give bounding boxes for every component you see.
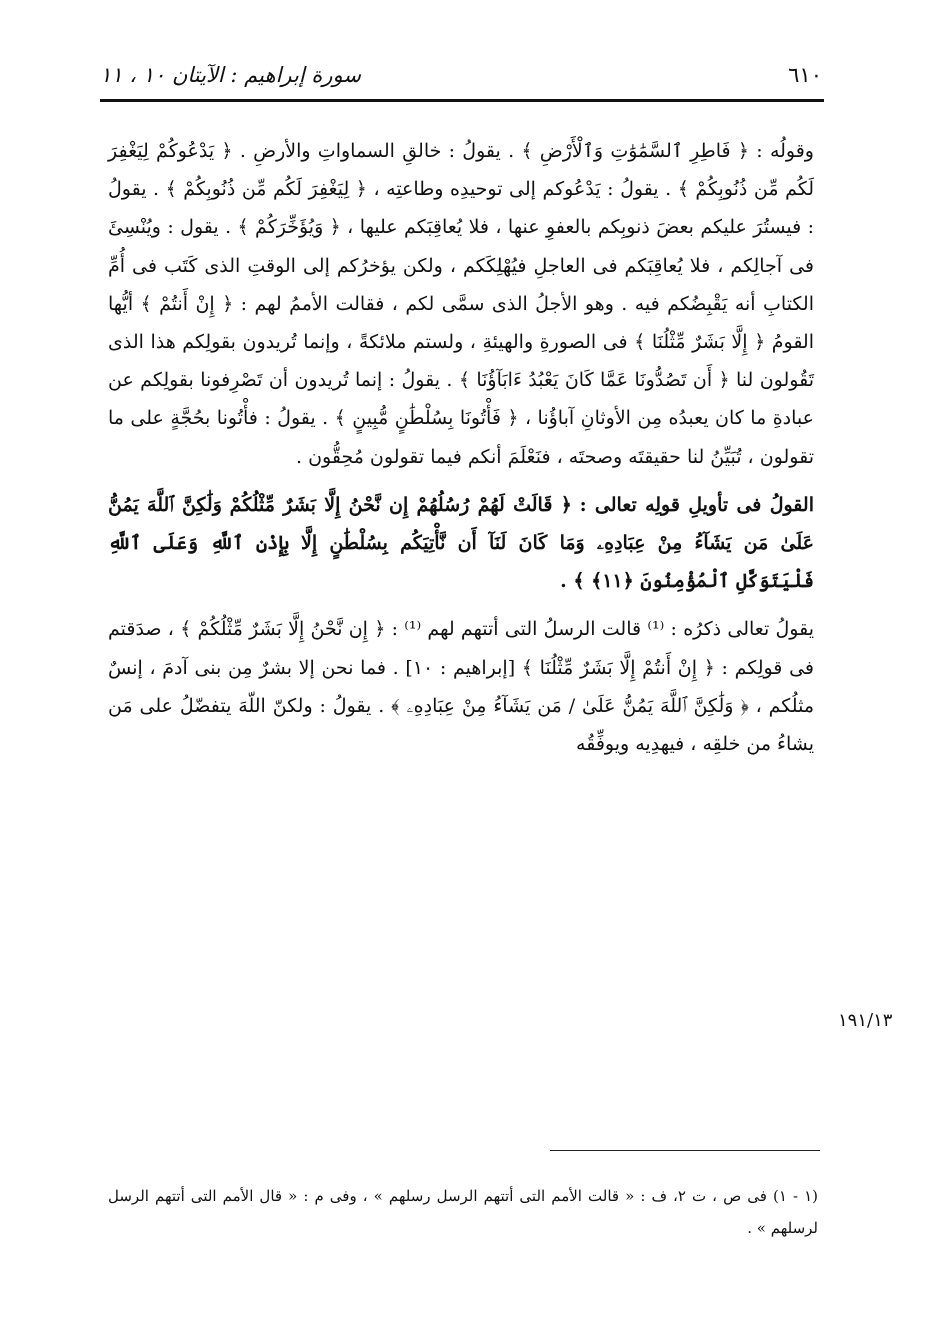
text-line: وصحتَه ، فنَعْلَمَ أنكم فيما تقولون مُحِقُّون . — [295, 445, 623, 468]
text-line: مِّثْلُكُمْ ﴾ ، صدَقتم فى قولِكم : ﴿ إِنْ أَنتُمْ إِلَّا بَشَرٌ مِّثْلُنَا ﴾ [إبراهيم : ١٠] . فما — [108, 618, 814, 679]
text-line: عنها ، فلا يُعاقِبَكم عليها ، ﴿ وَيُؤَخِّرَكُمْ ﴾ . يقول : ويُنْسِئَ فى آجالِكم ، فلا — [108, 216, 814, 277]
text-line: عِبَادِهِۦ ﴾ . يقولُ : ولكنّ اللّهَ يتفضّلُ على مَن يشاءُ من خلقِه ، فيهدِيه ويوفِّقُه — [108, 694, 814, 756]
text-line: ﴿ لِيَغْفِرَ لَكُم مِّن ذُنُوبِكُمْ ﴾ . يقولُ : فيستُرَ عليكم بعضَ ذنوبِكم بالعفوِ — [108, 178, 815, 239]
text-line: يُعاقِبَكم فى العاجلِ فيُهْلِكَكم ، ولكن يؤخرُكم إلى الوقتِ الذى كَتَب فى أُمِّ الكتابِ — [108, 254, 814, 315]
footnote-rule — [550, 1150, 820, 1151]
page-number: ٦١٠ — [788, 63, 822, 87]
text-line: أيُّها القومُ ﴿ إِلَّا بَشَرٌ مِّثْلُنَا ﴾ فى الصورةِ والهيئةِ ، ولستم ملائكةً ، وإنما تُريدون — [108, 292, 815, 354]
header-rule — [100, 99, 824, 102]
text-line: يقولُ تعالى ذكرُه : ⁽¹⁾ قالت الرسلُ التى أتتهم لهم ⁽¹⁾ : ﴿ إِن نَّحْنُ إِلَّا بَشَرٌ — [249, 618, 815, 641]
section-heading-paragraph — [108, 486, 814, 601]
page-header — [100, 58, 822, 92]
footnote: (١ - ١) فى ص ، ت ٢، ف : « قالت الأمم التى أتتهم الرسل رسلهم » ، وفى م : « قال الأمم التى أتتهم الرسل لرسلهم » . — [108, 1187, 818, 1237]
quran-verse-line: ﴿ قَالَتْ لَهُمْ رُسُلُهُمْ إِن نَّحْنُ إِلَّا بَشَرٌ مِّثْلُكُمْ — [229, 493, 572, 516]
section-heading: القولُ فى تأويلِ قولِه تعالى : — [579, 493, 814, 516]
text-line: نحن إلا بشرٌ مِن بنى آدمَ ، إنسٌ مثلُكم ، ﴿ وَلَٰكِنَّ ٱللَّهَ يَمُنُّ عَلَىٰ / مَن يَشَآءُ مِنْ — [108, 656, 814, 717]
running-title: سورة إبراهيم : الآيتان ١٠ ، ١١ — [100, 63, 361, 87]
text-line: بقولِكم هذا الذى تَقُولون لنا ﴿ أَن تَصُدُّونَا عَمَّا كَانَ يَعْبُدُ ءَابَآؤُنَا ﴾ . يقولُ : — [108, 331, 814, 392]
text-line: إنما تُريدون أن تَصْرِفونا بقولِكم عن عبادةِ ما كان يعبدُه مِن الأوثانِ آباؤُنا ، ﴿ فَأْتُونَا — [108, 369, 815, 430]
text-line: ﴿ يَدْعُوكُمْ لِيَغْفِرَ لَكُم مِّن ذُنُوبِكُمْ ﴾ . يقولُ : يَدْعُوكم إلى توحيدِه وطاعتِه ، — [108, 140, 814, 201]
paragraph-3 — [108, 610, 814, 763]
margin-reference: ١٩١/١٣ — [838, 1010, 893, 1031]
main-text — [108, 132, 814, 763]
quran-verse-line: وَلَٰكِنَّ ٱللَّهَ يَمُنُّ عَلَىٰ مَن يَشَآءُ مِنْ عِبَادِهِۦ وَمَا كَانَ لَنَآ أَن نَّأْتِيَكُم بِسُلْطَٰنٍ إِلَّا — [108, 493, 814, 555]
quran-verse-line: بِإِذْنِ ٱللَّهِ وَعَلَى ٱللَّهِ فَلْيَتَوَكَّلِ ٱلْمُؤْمِنُونَ ﴿١١﴾ ﴾ . — [108, 532, 814, 593]
paragraph-1 — [108, 132, 814, 476]
text-line: بِسُلْطَٰنٍ مُّبِينٍ ﴾ . يقولُ : فأْتُونا بحُجَّةٍ على ما تقولون ، تُبَيِّنُ لنا حقيقتَه — [108, 407, 814, 468]
text-line: أنه يَقْبِضُكم فيه . وهو الأجلُ الذى سمَّى لكم ، فقالت الأممُ لهم : ﴿ إِنْ أَنتُمْ ﴾ — [140, 292, 756, 315]
text-line: وقولُه : ﴿ فَاطِرِ ٱلسَّمَٰوَٰتِ وَٱلْأَرْضِ ﴾ . يقولُ : خالقِ السماواتِ والأرضِ . — [239, 140, 814, 162]
